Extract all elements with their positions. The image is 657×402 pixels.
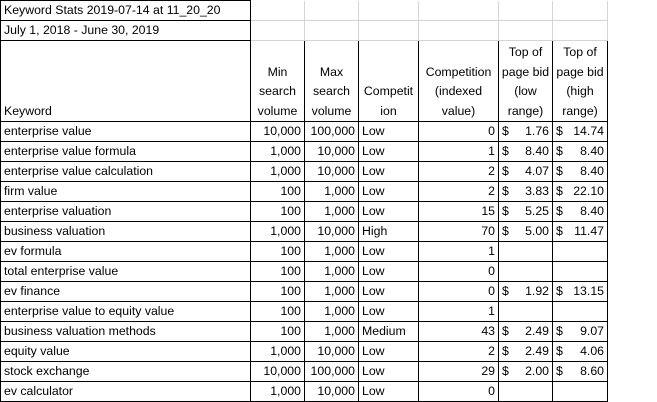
- report-title-cell[interactable]: Keyword Stats 2019-07-14 at 11_20_20: [1, 1, 251, 21]
- bid-value: 2.49: [525, 344, 549, 358]
- max-volume-cell[interactable]: 1,000: [305, 182, 359, 202]
- keyword-cell[interactable]: business valuation: [1, 222, 251, 242]
- min-volume-cell[interactable]: 100: [251, 322, 305, 342]
- bid-low-cell[interactable]: [499, 182, 553, 202]
- empty-cell[interactable]: [499, 1, 553, 21]
- currency-symbol: $: [556, 344, 563, 358]
- bid-value: 1.92: [525, 284, 549, 298]
- min-volume-cell[interactable]: 100: [251, 242, 305, 262]
- empty-cell[interactable]: [499, 21, 553, 41]
- table-row: [1, 242, 608, 262]
- table-row: [1, 142, 608, 162]
- competition-index-cell[interactable]: 1: [419, 242, 499, 262]
- bid-high-cell[interactable]: [553, 222, 608, 242]
- currency-symbol: $: [556, 144, 563, 158]
- date-range-cell[interactable]: July 1, 2018 - June 30, 2019: [1, 21, 251, 41]
- currency-symbol: $: [556, 204, 563, 218]
- competition-index-cell[interactable]: 1: [419, 302, 499, 322]
- bid-value: 2.49: [525, 324, 549, 338]
- competition-index-cell[interactable]: 0: [419, 382, 499, 402]
- bid-high-cell[interactable]: [553, 162, 608, 182]
- currency-symbol: $: [556, 224, 563, 238]
- bid-value: 5.25: [525, 204, 549, 218]
- currency-symbol: $: [502, 184, 509, 198]
- currency-symbol: $: [556, 324, 563, 338]
- competition-cell[interactable]: Low: [359, 382, 419, 402]
- bid-value: 9.07: [580, 324, 604, 338]
- max-volume-cell[interactable]: 10,000: [305, 142, 359, 162]
- max-volume-cell[interactable]: 1,000: [305, 242, 359, 262]
- header-min-search-volume[interactable]: Min search volume: [251, 41, 305, 122]
- bid-low-cell[interactable]: [499, 282, 553, 302]
- competition-cell[interactable]: Low: [359, 202, 419, 222]
- competition-index-cell[interactable]: 0: [419, 262, 499, 282]
- empty-cell[interactable]: [251, 21, 305, 41]
- bid-low-cell[interactable]: [499, 302, 553, 322]
- bid-high-cell[interactable]: [553, 122, 608, 142]
- min-volume-cell[interactable]: 1,000: [251, 382, 305, 402]
- competition-index-cell[interactable]: 15: [419, 202, 499, 222]
- bid-high-cell[interactable]: [553, 302, 608, 322]
- table-row: [1, 222, 608, 242]
- empty-cell[interactable]: [553, 21, 608, 41]
- bid-value: 11.47: [574, 224, 604, 238]
- keyword-cell[interactable]: ev calculator: [1, 382, 251, 402]
- bid-value: 8.40: [580, 164, 604, 178]
- competition-index-cell[interactable]: 1: [419, 142, 499, 162]
- min-volume-cell[interactable]: 10,000: [251, 362, 305, 382]
- bid-high-cell[interactable]: [553, 242, 608, 262]
- header-max-search-volume[interactable]: Max search volume: [305, 41, 359, 122]
- competition-cell[interactable]: Low: [359, 282, 419, 302]
- currency-symbol: $: [502, 344, 509, 358]
- bid-high-cell[interactable]: [553, 322, 608, 342]
- bid-value: 2.00: [525, 364, 549, 378]
- competition-cell[interactable]: Low: [359, 182, 419, 202]
- keyword-cell[interactable]: business valuation methods: [1, 322, 251, 342]
- max-volume-cell[interactable]: 1,000: [305, 302, 359, 322]
- keyword-cell[interactable]: ev formula: [1, 242, 251, 262]
- currency-symbol: $: [502, 204, 509, 218]
- currency-symbol: $: [502, 124, 509, 138]
- competition-cell[interactable]: High: [359, 222, 419, 242]
- bid-low-cell[interactable]: [499, 322, 553, 342]
- max-volume-cell[interactable]: 10,000: [305, 382, 359, 402]
- bid-low-cell[interactable]: [499, 222, 553, 242]
- empty-cell[interactable]: [251, 1, 305, 21]
- table-row: [1, 262, 608, 282]
- competition-index-cell[interactable]: 70: [419, 222, 499, 242]
- bid-high-cell[interactable]: [553, 182, 608, 202]
- currency-symbol: $: [502, 284, 509, 298]
- empty-cell[interactable]: [359, 1, 419, 21]
- keyword-cell[interactable]: enterprise value: [1, 122, 251, 142]
- keyword-cell[interactable]: equity value: [1, 342, 251, 362]
- header-keyword[interactable]: Keyword: [1, 41, 251, 122]
- header-bid-high[interactable]: Top of page bid (high range): [553, 41, 608, 122]
- table-row: [1, 202, 608, 222]
- max-volume-cell[interactable]: 1,000: [305, 322, 359, 342]
- competition-cell[interactable]: Low: [359, 302, 419, 322]
- empty-cell[interactable]: [553, 1, 608, 21]
- header-bid-low[interactable]: Top of page bid (low range): [499, 41, 553, 122]
- bid-value: 8.40: [580, 204, 604, 218]
- bid-high-cell[interactable]: [553, 262, 608, 282]
- bid-value: 1.76: [525, 124, 549, 138]
- currency-symbol: $: [556, 124, 563, 138]
- bid-value: 3.83: [525, 184, 549, 198]
- max-volume-cell[interactable]: 1,000: [305, 262, 359, 282]
- bid-value: 8.60: [580, 364, 604, 378]
- competition-cell[interactable]: Medium: [359, 322, 419, 342]
- empty-cell[interactable]: [419, 21, 499, 41]
- competition-cell[interactable]: Low: [359, 242, 419, 262]
- table-row: [1, 122, 608, 142]
- min-volume-cell[interactable]: 100: [251, 262, 305, 282]
- table-row: [1, 382, 608, 402]
- currency-symbol: $: [502, 364, 509, 378]
- min-volume-cell[interactable]: 1,000: [251, 222, 305, 242]
- keyword-cell[interactable]: ev finance: [1, 282, 251, 302]
- bid-low-cell[interactable]: [499, 342, 553, 362]
- bid-low-cell[interactable]: [499, 162, 553, 182]
- table-row: [1, 362, 608, 382]
- bid-value: 4.07: [525, 164, 549, 178]
- bid-high-cell[interactable]: [553, 202, 608, 222]
- bid-value: 8.40: [525, 144, 549, 158]
- bid-high-cell[interactable]: [553, 342, 608, 362]
- competition-index-cell[interactable]: 2: [419, 342, 499, 362]
- competition-index-cell[interactable]: 2: [419, 182, 499, 202]
- keyword-cell[interactable]: stock exchange: [1, 362, 251, 382]
- competition-index-cell[interactable]: 29: [419, 362, 499, 382]
- header-competition-indexed[interactable]: Competition (indexed value): [419, 41, 499, 122]
- keyword-cell[interactable]: enterprise value formula: [1, 142, 251, 162]
- bid-low-cell[interactable]: [499, 362, 553, 382]
- bid-high-cell[interactable]: [553, 282, 608, 302]
- bid-low-cell[interactable]: [499, 202, 553, 222]
- min-volume-cell[interactable]: 100: [251, 302, 305, 322]
- bid-value: 22.10: [573, 184, 604, 198]
- min-volume-cell[interactable]: 10,000: [251, 122, 305, 142]
- empty-cell[interactable]: [359, 21, 419, 41]
- currency-symbol: $: [556, 184, 563, 198]
- currency-symbol: $: [556, 284, 563, 298]
- keyword-cell[interactable]: enterprise value to equity value: [1, 302, 251, 322]
- competition-cell[interactable]: Low: [359, 142, 419, 162]
- min-volume-cell[interactable]: 1,000: [251, 342, 305, 362]
- table-row: [1, 302, 608, 322]
- competition-index-cell[interactable]: 0: [419, 122, 499, 142]
- max-volume-cell[interactable]: 10,000: [305, 162, 359, 182]
- empty-cell[interactable]: [305, 1, 359, 21]
- bid-high-cell[interactable]: [553, 362, 608, 382]
- header-competition[interactable]: Competit ion: [359, 41, 419, 122]
- table-row: [1, 282, 608, 302]
- keyword-cell[interactable]: enterprise valuation: [1, 202, 251, 222]
- competition-cell[interactable]: Low: [359, 122, 419, 142]
- keyword-cell[interactable]: total enterprise value: [1, 262, 251, 282]
- bid-value: 5.00: [525, 224, 549, 238]
- bid-high-cell[interactable]: [553, 382, 608, 402]
- bid-value: 8.40: [580, 144, 604, 158]
- min-volume-cell[interactable]: 100: [251, 282, 305, 302]
- competition-index-cell[interactable]: 2: [419, 162, 499, 182]
- currency-symbol: $: [502, 224, 509, 238]
- keyword-cell[interactable]: enterprise value calculation: [1, 162, 251, 182]
- competition-index-cell[interactable]: 43: [419, 322, 499, 342]
- bid-value: 14.74: [573, 124, 604, 138]
- bid-value: 13.15: [573, 284, 604, 298]
- competition-cell[interactable]: Low: [359, 162, 419, 182]
- competition-cell[interactable]: Low: [359, 262, 419, 282]
- min-volume-cell[interactable]: 1,000: [251, 162, 305, 182]
- bid-high-cell[interactable]: [553, 142, 608, 162]
- table-row: [1, 162, 608, 182]
- table-row: [1, 182, 608, 202]
- bid-low-cell[interactable]: [499, 142, 553, 162]
- empty-cell[interactable]: [305, 21, 359, 41]
- bid-low-cell[interactable]: [499, 242, 553, 262]
- max-volume-cell[interactable]: 1,000: [305, 282, 359, 302]
- bid-low-cell[interactable]: [499, 382, 553, 402]
- currency-symbol: $: [502, 324, 509, 338]
- bid-low-cell[interactable]: [499, 262, 553, 282]
- max-volume-cell[interactable]: 10,000: [305, 222, 359, 242]
- min-volume-cell[interactable]: 1,000: [251, 142, 305, 162]
- currency-symbol: $: [556, 364, 563, 378]
- min-volume-cell[interactable]: 100: [251, 202, 305, 222]
- keyword-cell[interactable]: firm value: [1, 182, 251, 202]
- empty-cell[interactable]: [419, 1, 499, 21]
- max-volume-cell[interactable]: 1,000: [305, 202, 359, 222]
- currency-symbol: $: [502, 144, 509, 158]
- competition-cell[interactable]: Low: [359, 362, 419, 382]
- max-volume-cell[interactable]: 100,000: [305, 362, 359, 382]
- competition-cell[interactable]: Low: [359, 342, 419, 362]
- max-volume-cell[interactable]: 100,000: [305, 122, 359, 142]
- min-volume-cell[interactable]: 100: [251, 182, 305, 202]
- bid-value: 4.06: [580, 344, 604, 358]
- currency-symbol: $: [556, 164, 563, 178]
- max-volume-cell[interactable]: 10,000: [305, 342, 359, 362]
- bid-low-cell[interactable]: [499, 122, 553, 142]
- competition-index-cell[interactable]: 0: [419, 282, 499, 302]
- currency-symbol: $: [502, 164, 509, 178]
- table-row: [1, 322, 608, 342]
- table-row: [1, 342, 608, 362]
